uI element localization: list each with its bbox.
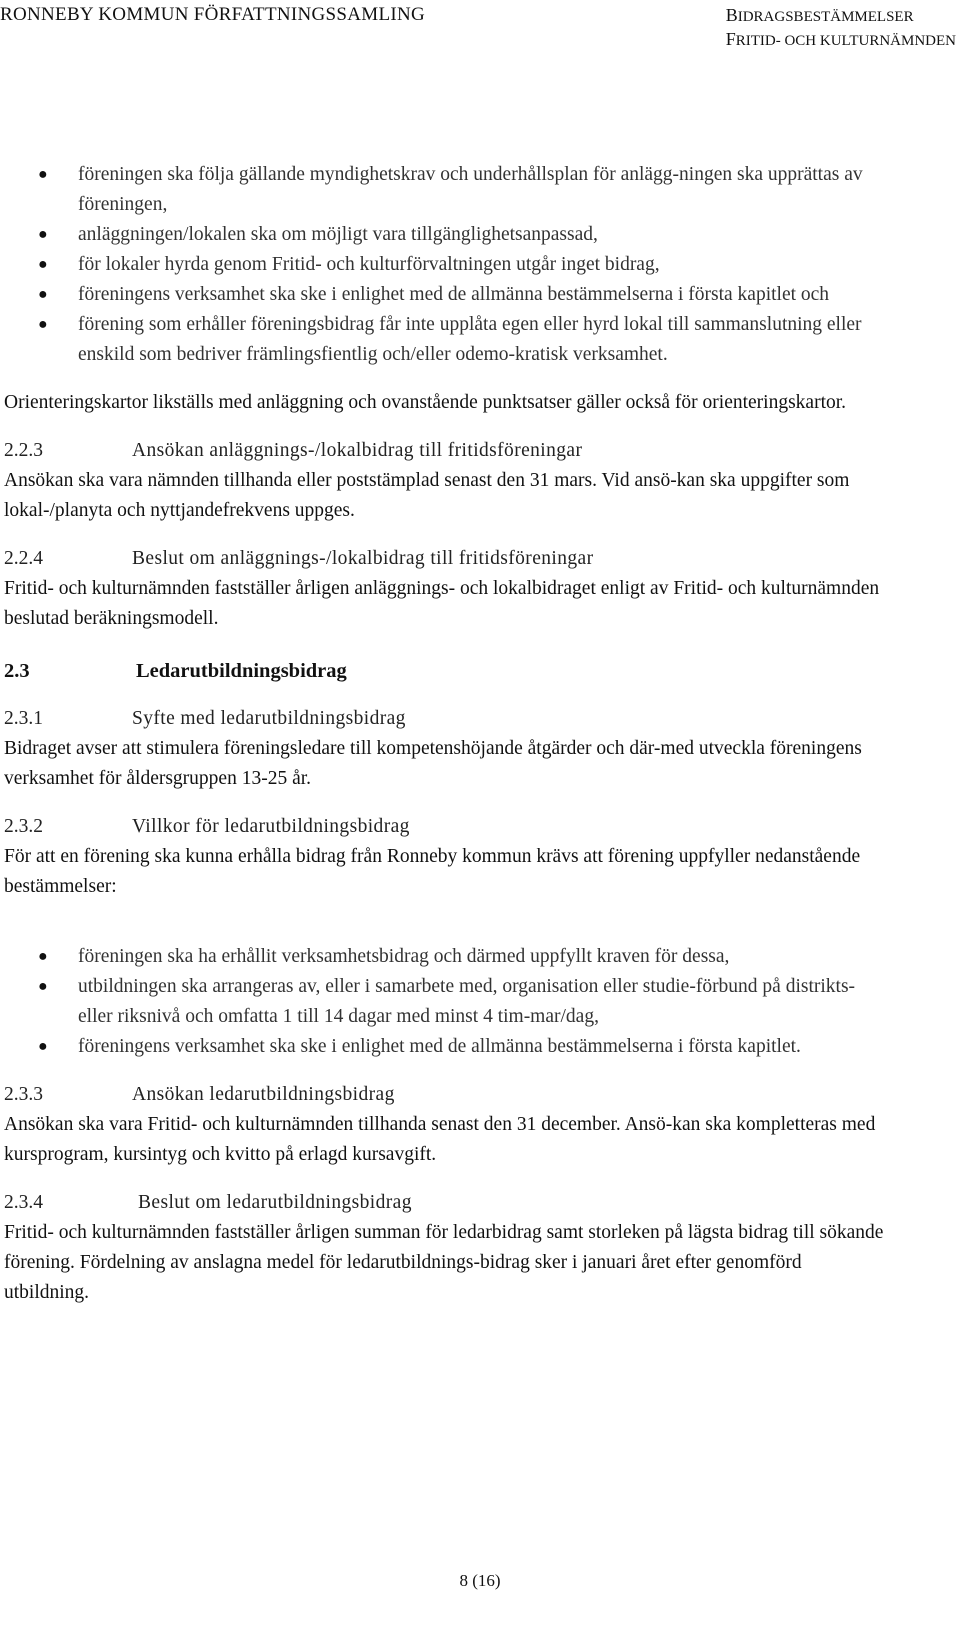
bullet-icon: ●: [38, 166, 48, 183]
page-header: [0, 0, 960, 49]
document-body: [4, 160, 884, 1308]
page-number: 8 (16): [459, 1571, 501, 1590]
list-item: ● föreningen ska ha erhållit verksamhetsbidrag och därmed uppfyllt kraven för dessa,: [4, 942, 884, 972]
bullet-icon: ●: [38, 1038, 48, 1055]
list-item: ● anläggningen/lokalen ska om möjligt vara tillgänglighetsanpassad,: [4, 220, 884, 250]
bullet-icon: ●: [38, 978, 48, 995]
list-item: ● för lokaler hyrda genom Fritid- och kulturförvaltningen utgår inget bidrag,: [4, 250, 884, 280]
list-item: ● utbildningen ska arrangeras av, eller i samarbete med, organisation eller studie-förbund på distrikts- eller riksnivå och omfatta 1 till 14 dagar med minst 4 tim-mar/dag,: [4, 972, 884, 1032]
bullet-icon: ●: [38, 948, 48, 965]
bullet-icon: ●: [38, 256, 48, 273]
list-item: ● föreningen ska följa gällande myndighetskrav och underhållsplan för anlägg-ningen ska upprättas av föreningen,: [4, 160, 884, 220]
conditions-list-1: [4, 160, 884, 370]
section-2-3-3-text: Ansökan ska vara Fritid- och kulturnämnden tillhanda senast den 31 december. Ansö-kan ska kompletteras med kursprogram, kursintyg och kvitto på erlagd kursavgift.: [4, 1114, 876, 1165]
list-item: ● förening som erhåller föreningsbidrag får inte upplåta egen eller hyrd lokal till sammanslutning eller enskild som bedriver främlingsfientlig och/eller odemo-kratisk verksamhet.: [4, 310, 884, 370]
section-2-3-4-heading: 2.3.4 Beslut om ledarutbildningsbidrag: [4, 1192, 412, 1213]
section-2-2-4-heading: 2.2.4 Beslut om anläggnings-/lokalbidrag till fritidsföreningar: [4, 548, 594, 569]
orienteering-paragraph: Orienteringskartor likställs med anläggning och ovanstående punktsatser gäller också för orienteringskartor.: [4, 392, 847, 413]
list-item: ● föreningens verksamhet ska ske i enlighet med de allmänna bestämmelserna i första kapitlet och: [4, 280, 884, 310]
header-committee-title: FRITID- OCH KULTURNÄMNDEN: [725, 29, 956, 49]
list-item: ● föreningens verksamhet ska ske i enlighet med de allmänna bestämmelserna i första kapitlet.: [4, 1032, 884, 1062]
bullet-icon: ●: [38, 286, 48, 303]
section-2-2-3-text: Ansökan ska vara nämnden tillhanda eller poststämplad senast den 31 mars. Vid ansö-kan ska uppgifter som lokal-/planyta och nyttjandefrekvens uppges.: [4, 470, 850, 521]
section-2-2-4-text: Fritid- och kulturnämnden fastställer årligen anläggnings- och lokalbidraget enligt av Fritid- och kulturnämnden beslutad beräkningsmodell.: [4, 578, 880, 629]
bullet-icon: ●: [38, 226, 48, 243]
section-2-2-3-heading: 2.2.3 Ansökan anläggnings-/lokalbidrag till fritidsföreningar: [4, 440, 583, 461]
section-2-3-3-heading: 2.3.3 Ansökan ledarutbildningsbidrag: [4, 1084, 395, 1105]
header-document-title: [726, 4, 956, 52]
conditions-list-2: [4, 942, 884, 1062]
section-2-3-2-heading: 2.3.2 Villkor för ledarutbildningsbidrag: [4, 816, 410, 837]
section-2-3-2-text: För att en förening ska kunna erhålla bidrag från Ronneby kommun krävs att förening uppfyller nedanstående bestämmelser:: [4, 846, 861, 897]
section-2-3-1-text: Bidraget avser att stimulera föreningsledare till kompetenshöjande åtgärder och där-med utveckla föreningens verksamhet för åldersgruppen 13-25 år.: [4, 738, 862, 789]
section-2-3-1-heading: 2.3.1 Syfte med ledarutbildningsbidrag: [4, 708, 406, 729]
header-rules-title: BIDRAGSBESTÄMMELSER: [725, 5, 914, 25]
section-2-3-4-text: Fritid- och kulturnämnden fastställer årligen summan för ledarbidrag samt storleken på lägsta bidrag till sökande förening. Fördelning av anslagna medel för ledarutbildnings-bidrag sker i januari året efter genomförd utbildning.: [4, 1222, 884, 1303]
header-collection-title: RONNEBY KOMMUN FÖRFATTNINGSSAMLING: [0, 4, 426, 25]
section-2-3-heading: 2.3 Ledarutbildningsbidrag: [4, 660, 347, 682]
bullet-icon: ●: [38, 316, 48, 333]
